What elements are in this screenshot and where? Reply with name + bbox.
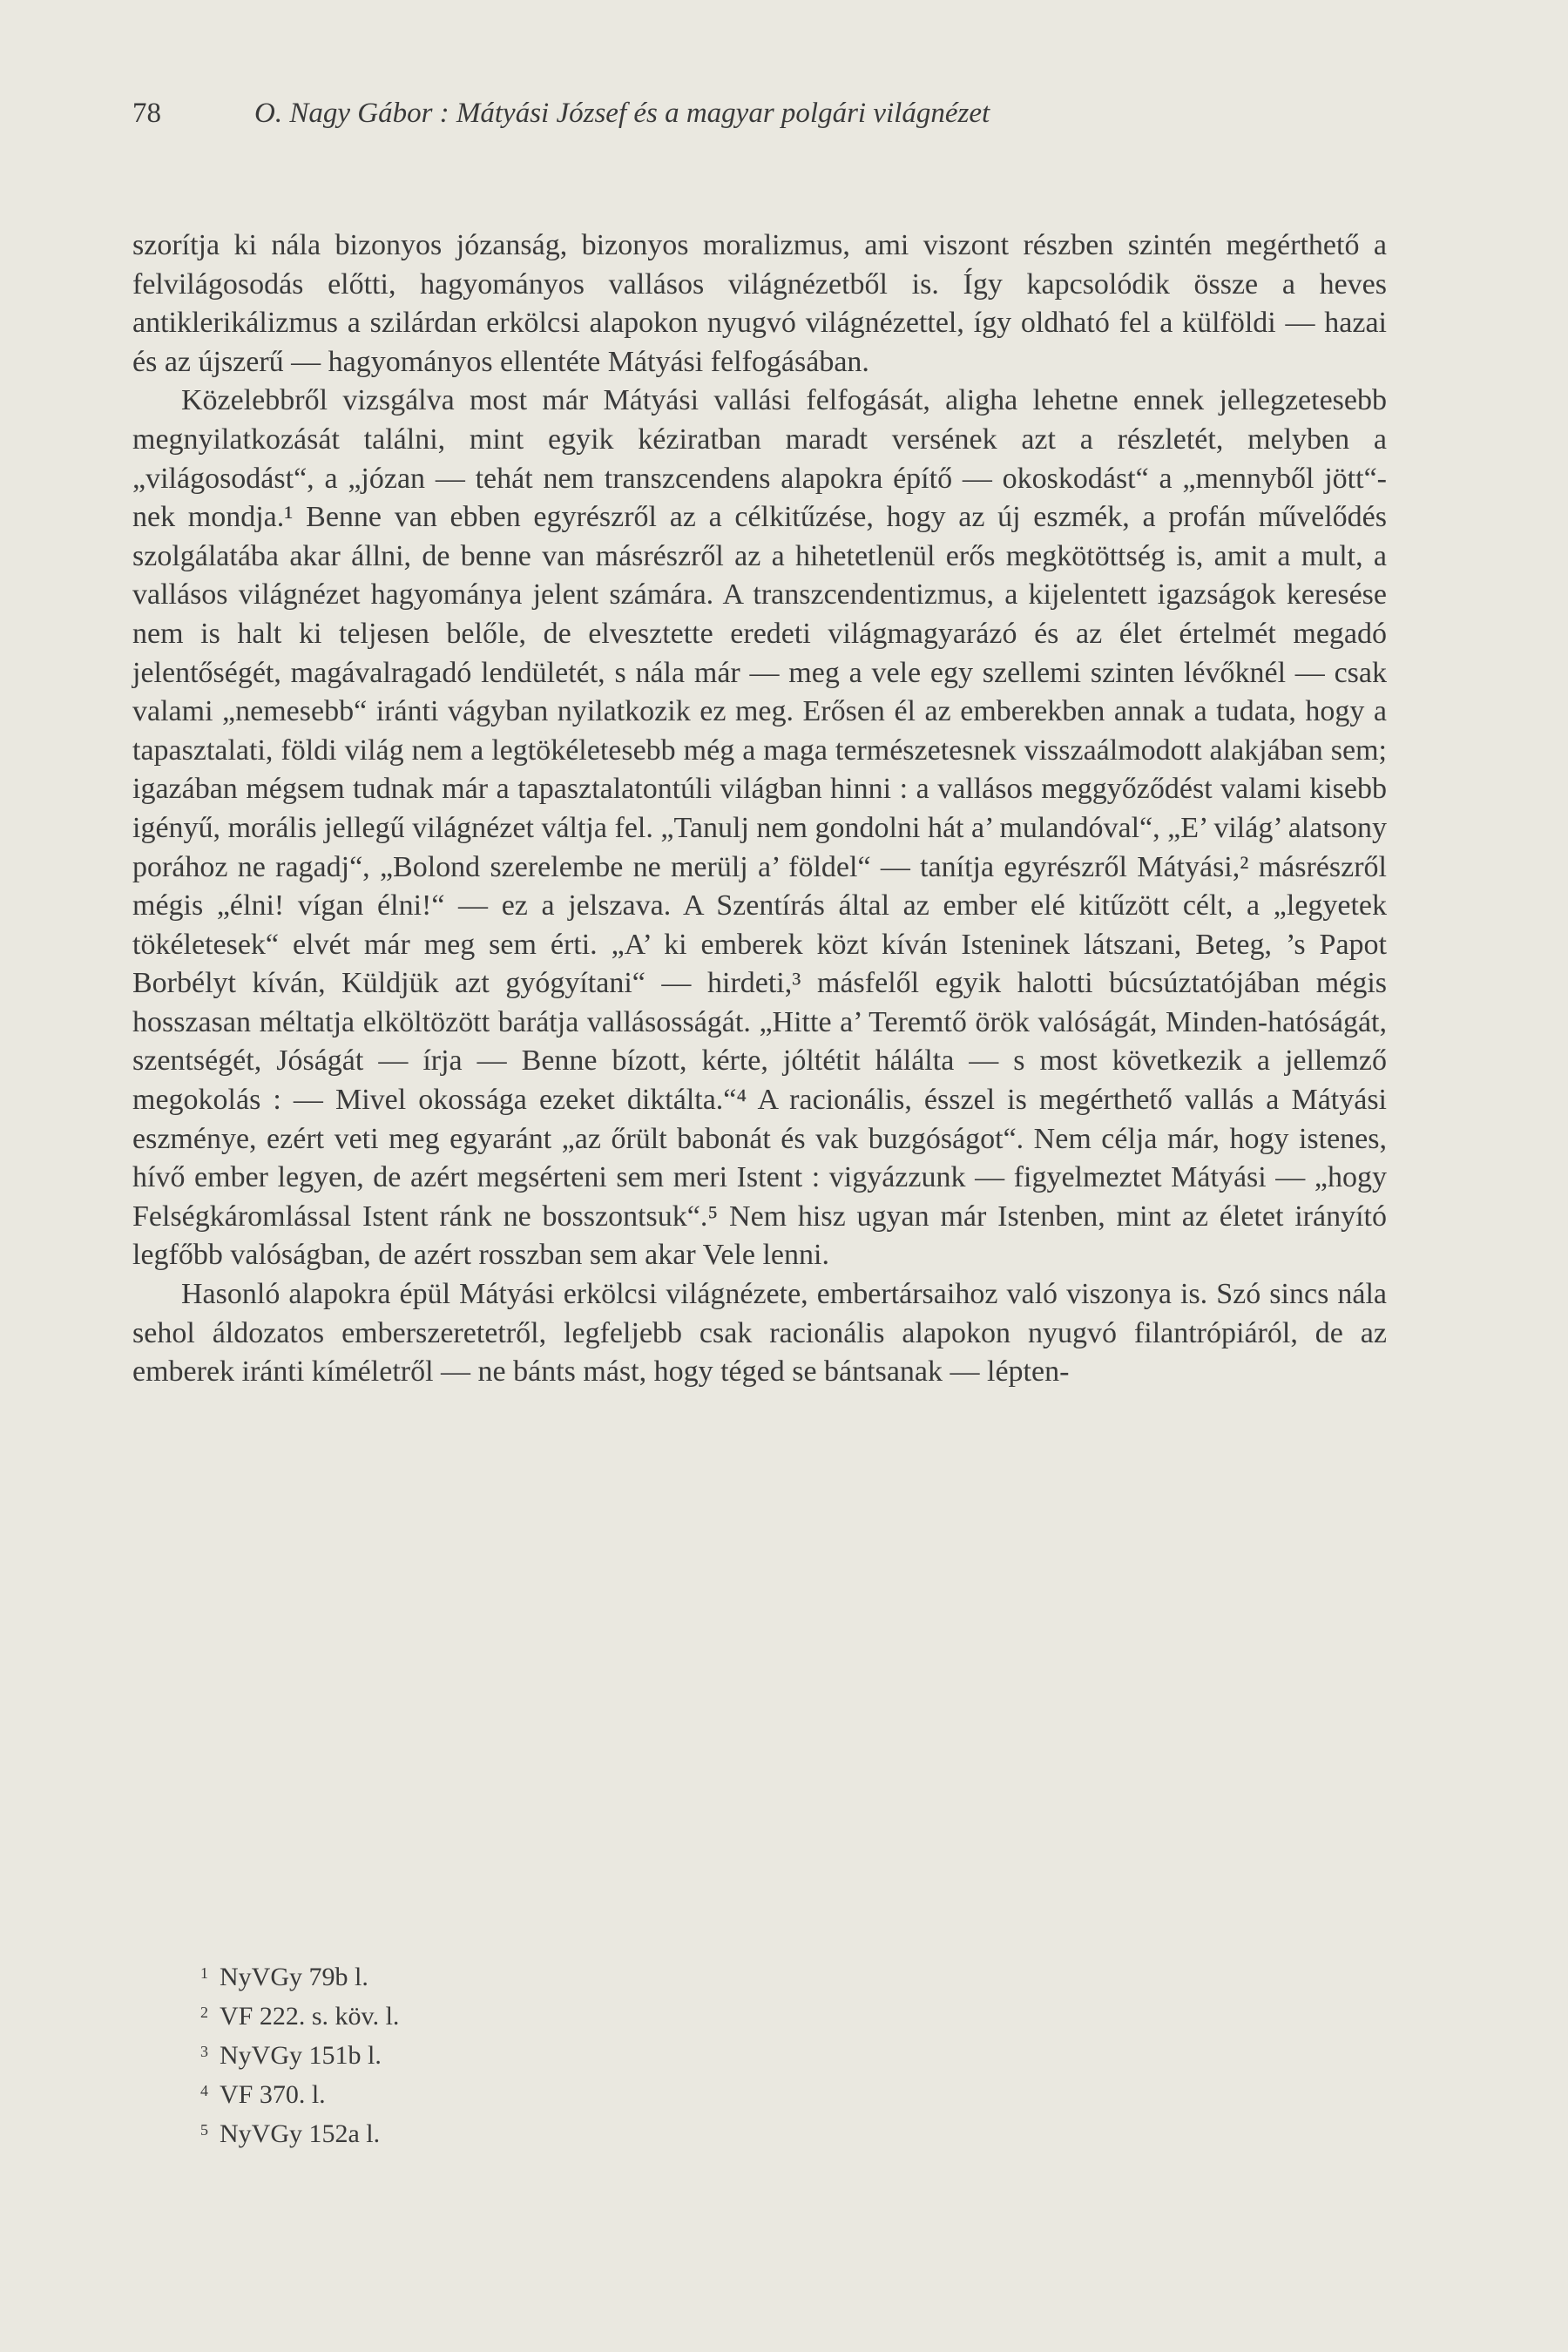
footnote bbox=[200, 2112, 897, 2152]
footnote-mark: 4 bbox=[200, 2082, 208, 2099]
footnote-mark: 2 bbox=[200, 2004, 208, 2021]
running-header bbox=[132, 94, 1387, 132]
footnote-mark: 1 bbox=[200, 1964, 208, 1982]
footnote bbox=[200, 1995, 897, 2034]
body-text bbox=[132, 226, 1387, 1392]
footnote-mark: 3 bbox=[200, 2043, 208, 2060]
footnote bbox=[200, 2034, 897, 2073]
footnote-text: NyVGy 151b l. bbox=[220, 2041, 382, 2070]
footnote bbox=[200, 1956, 897, 1995]
paragraph: szorítja ki nála bizonyos józanság, bizonyos moralizmus, ami viszont részben szintén megérthető a felvilágosodás előtti, hagyományos vallásos világnézetből is. Így kapcsolódik össze a heves antiklerikálizmus a szilárdan erkölcsi alapokon nyugvó világnézettel, így oldható fel a külföldi — hazai és az újszerű — hagyományos ellentéte Mátyási felfogásában. bbox=[132, 229, 1387, 378]
page-number: 78 bbox=[132, 98, 161, 129]
running-title: O. Nagy Gábor : Mátyási József és a magyar polgári világnézet bbox=[254, 98, 990, 129]
paragraph: Közelebbről vizsgálva most már Mátyási vallási felfogását, aligha lehetne ennek jellegzetesebb megnyilatkozását találni, mint egyik kéziratban maradt versének azt a részletét, melyben a „világosodást“, a „józan — tehát nem transzcendens alapokra építő — okoskodást“ a „mennyből jött“-nek mondja.¹ Benne van ebben egyrészről az a célkitűzése, hogy az új eszmék, a profán művelődés szolgálatába akar állni, de benne van másrészről az a hihetetlenül erős megkötöttség is, amit a mult, a vallásos világnézet hagyománya jelent számára. A transzcendentizmus, a kijelentett igazságok keresése nem is halt ki teljesen belőle, de elvesztette eredeti világmagyarázó és az élet értelmét megadó jelentőségét, magávalragadó lendületét, s nála már — meg a vele egy szellemi szinten lévőknél — csak valami „nemesebb“ iránti vágyban nyilatkozik ez meg. Erősen él az emberekben annak a tudata, hogy a tapasztalati, földi világ nem a legtökéletesebb még a maga természetesnek visszaálmodott alakjában sem; igazában mégsem tudnak már a tapasztalatontúli világban hinni : a vallásos meggyőződést valami kisebb igényű, morális jellegű világnézet váltja fel. „Tanulj nem gondolni hát a’ mulandóval“, „E’ világ’ alatsony porához ne ragadj“, „Bolond szerelembe ne merülj a’ földel“ — tanítja egyrészről Mátyási,² másrészről mégis „élni! vígan élni!“ — ez a jelszava. A Szentírás által az ember elé kitűzött célt, a „legyetek tökéletesek“ elvét már meg sem érti. „A’ ki emberek közt kíván Isteninek látszani, Beteg, ’s Papot Borbélyt kíván, Küldjük azt gyógyítani“ — hirdeti,³ másfelől egyik halotti búcsúztatójában mégis hosszasan méltatja elköltözött barátja vallásosságát. „Hitte a’ Teremtő örök valóságát, Minden-hatóságát, szentségét, Jóságát — írja — Benne bízott, kérte, jóltétit hálálta — s most következik a jellemző megokolás : — Mivel okossága ezeket diktálta.“⁴ A racionális, ésszel is megérthető vallás a Mátyási eszménye, ezért veti meg egyaránt „az őrült babonát és vak buzgóságot“. Nem célja már, hogy istenes, hívő ember legyen, de azért megsérteni sem meri Istent : vigyázzunk — figyelmeztet Mátyási — „hogy Felségkáromlással Istent ránk ne bosszontsuk“.⁵ Nem hisz ugyan már Istenben, mint az életet irányító legfőbb valóságban, de azért rosszban sem akar Vele lenni. bbox=[132, 384, 1387, 1272]
footnote-mark: 5 bbox=[200, 2121, 208, 2139]
footnote-text: NyVGy 79b l. bbox=[220, 1963, 368, 1991]
footnote-text: NyVGy 152a l. bbox=[220, 2119, 381, 2148]
footnote-text: VF 222. s. köv. l. bbox=[220, 2002, 400, 2031]
footnote bbox=[200, 2073, 897, 2112]
footnote-text: VF 370. l. bbox=[220, 2080, 326, 2109]
footnotes bbox=[200, 1956, 897, 2152]
paragraph: Hasonló alapokra épül Mátyási erkölcsi világnézete, embertársaihoz való viszonya is. Szó sincs nála sehol áldozatos emberszeretetről, legfeljebb csak racionális alapokon nyugvó filantrópiáról, de az emberek iránti kíméletről — ne bánts mást, hogy téged se bántsanak — lépten- bbox=[132, 1278, 1387, 1389]
